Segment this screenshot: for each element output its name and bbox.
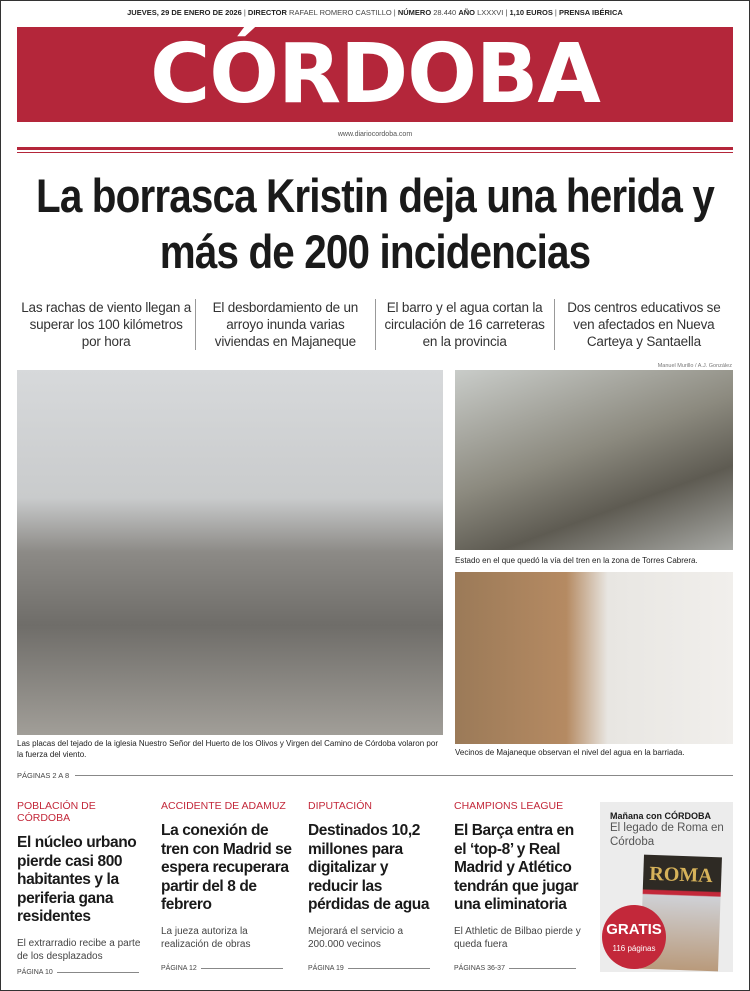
director-label: DIRECTOR — [247, 8, 287, 17]
masthead — [17, 27, 733, 122]
story-title[interactable]: El Barça entra en el ‘top-8’ y Real Madrid y Atlético tendrán que jugar una eliminatoria — [454, 822, 579, 913]
story-tag: POBLACIÓN DE CÓRDOBA — [17, 800, 96, 824]
subheads — [17, 299, 733, 350]
pages-reference — [17, 771, 733, 780]
photo-credit: Manuel Murillo / A.J. González — [657, 363, 732, 369]
masthead-title: CÓRDOBA — [150, 27, 600, 122]
story-tag: ACCIDENTE DE ADAMUZ — [161, 800, 286, 812]
main-photo-caption: Las placas del tejado de la iglesia Nuestro Señor del Huerto de los Olivos y Virgen del Camino de Córdoba volaron por la fuerza del viento. — [17, 739, 438, 759]
divider — [17, 147, 733, 150]
story-poblacion[interactable] — [17, 800, 149, 976]
main-photo-church-roof — [17, 370, 443, 735]
promo-box[interactable] — [600, 802, 733, 972]
photo-train-track — [455, 370, 733, 550]
promo-kicker: Mañana con CÓRDOBA — [610, 811, 712, 821]
date: JUEVES, 29 DE ENERO DE 2026 — [127, 8, 242, 17]
story-summary: Mejorará el servicio a 200.000 vecinos — [308, 925, 404, 950]
story-summary: El extrarradio recibe a parte de los desplazados — [17, 937, 141, 962]
magazine-title: ROMA — [648, 862, 714, 888]
flood-photo-caption: Vecinos de Majaneque observan el nivel del agua en la barriada. — [455, 748, 685, 757]
numero: 28.440 — [433, 8, 457, 17]
director: RAFAEL ROMERO CASTILLO — [289, 8, 392, 17]
badge-label: GRATIS — [606, 921, 662, 938]
story-page: PÁGINA 19 — [308, 965, 344, 972]
price: 1,10 EUROS — [509, 8, 553, 17]
story-summary: La jueza autoriza la realización de obras — [161, 925, 251, 950]
subhead: Dos centros educativos se ven afectados en Nueva Carteya y Santaella — [554, 299, 733, 350]
story-diputacion[interactable] — [308, 800, 440, 972]
story-tag: CHAMPIONS LEAGUE — [454, 800, 564, 812]
photo-flood — [455, 572, 733, 744]
subhead: El barro y el agua cortan la circulación de 16 carreteras en la provincia — [375, 299, 554, 350]
main-headline: La borrasca Kristin deja una herida y más de 200 incidencias — [35, 169, 715, 278]
group: PRENSA IBÉRICA — [558, 8, 623, 17]
story-tag: DIPUTACIÓN — [308, 800, 372, 812]
story-page: PÁGINAS 36-37 — [454, 965, 505, 972]
website-url[interactable]: www.diariocordoba.com — [337, 131, 413, 138]
story-summary: El Athletic de Bilbao pierde y queda fuera — [454, 925, 581, 950]
gratis-badge — [602, 905, 666, 969]
numero-label: NÚMERO — [397, 8, 432, 17]
subhead: Las rachas de viento llegan a superar los 100 kilómetros por hora — [21, 300, 192, 349]
story-adamuz[interactable] — [161, 800, 293, 972]
story-title[interactable]: El núcleo urbano pierde casi 800 habitantes y la periferia gana residentes — [17, 834, 137, 925]
story-page: PÁGINA 12 — [161, 965, 197, 972]
pages-label: PÁGINAS 2 A 8 — [17, 771, 70, 780]
train-photo-caption: Estado en el que quedó la vía del tren en la zona de Torres Cabrera. — [455, 556, 698, 565]
promo-title: El legado de Roma en Córdoba — [610, 822, 724, 848]
ano: LXXXVI — [477, 8, 504, 17]
subhead: El desbordamiento de un arroyo inunda varias viviendas en Majaneque — [195, 299, 374, 350]
story-title[interactable]: Destinados 10,2 millones para digitalizar y reducir las pérdidas de agua — [308, 822, 430, 913]
story-title[interactable]: La conexión de tren con Madrid se espera recuperara partir del 8 de febrero — [161, 822, 292, 913]
divider — [17, 152, 733, 153]
story-champions[interactable] — [454, 800, 586, 972]
story-page: PÁGINA 10 — [17, 968, 53, 976]
ano-label: AÑO — [458, 8, 475, 17]
badge-sub: 116 páginas — [612, 944, 656, 953]
top-info-bar: JUEVES, 29 DE ENERO DE 2026 | DIRECTOR RAFAEL ROMERO CASTILLO | NÚMERO 28.440 AÑO LXXXVI | 1,10 EUROS | PRENSA IBÉRICA — [127, 8, 623, 17]
